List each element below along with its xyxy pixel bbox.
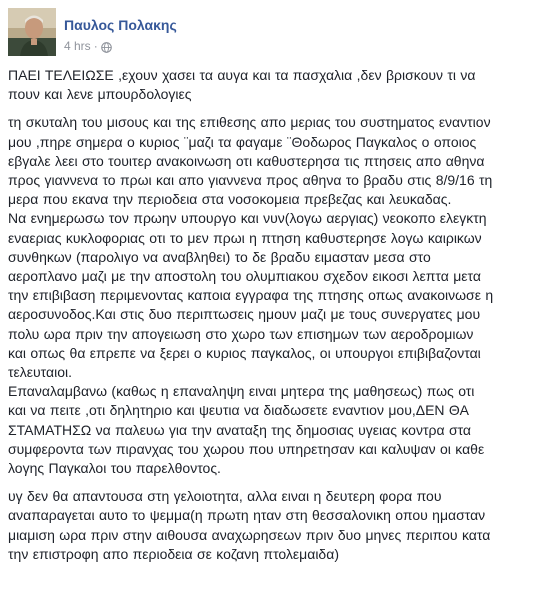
post-body [8,66,549,573]
avatar[interactable] [8,8,56,56]
post-header [8,8,548,58]
post-timestamp[interactable]: 4 hrs [64,39,91,53]
author-name[interactable]: Παυλος Πολακης [64,17,177,33]
avatar-photo [8,8,56,56]
post-paragraph: τη σκυταλη του μισους και της επιθεσης απο μεριας του συστηματος εναντιον μου ,πηρε σημερα ο κυριος ¨μαζι τα φαγαμε ¨Θοδωρος Παγκαλος ο οποιος εβγαλε λεει στο τουιτερ ανακοινωση οτι καθυστερησα τις πτησεις απο αθηνα προς γιαννενα το πρωι και απο γιαννενα προς αθηνα το βραδυ στις 8/9/16 τη μερα που εκανα την περιοδεια στα νοσοκομεια πρεβεζας και λευκαδας. Να ενημερωσω τον πρωην υπουργο και νυν(λογω αεργιας) νεοκοπο ελεγκτη εναεριας κυκλοφοριας οτι το μεν πρωι η πτηση καθυστερησε λογω καιρικων συνθηκων (παρολιγο να αναβληθει) το δε βραδυ ειμασταν μεσα στο αεροπλανο μαζι με την αποστολη του ολυμπιακου σχεδον εικοσι λεπτα μετα την επιβιβαση περιμενοντας καποια εγγραφα της πτησης οπως ανακοινωσε η αεροσυνοδος.Και στις δυο περιπτωσεις ημουν μαζι με τους συνεργατες μου πολυ ωρα πριν την απογειωση στο χωρο των επισημων των αεροδρομιων και οπως θα επρεπε να ξερει ο κυριος παγκαλος, οι υπουργοι επιβιβαζονται τελευταιοι. Επαναλαμβανω (καθως η επαναληψη ειναι μητερα της μαθησεως) πως οτι και να πειτε ,οτι δηλητηριο και ψευτια να διαδωσετε εναντιον μου,ΔΕΝ ΘΑ ΣΤΑΜΑΤΗΣΩ να παλευω για την αναταξη της δημοσιας υγειας κοντρα στα συμφεροντα των πιρανχας του χωρου που υπηρετησαν και καλυψαν οι καθε λογης Παγκαλοι του παρελθοντος. [8,114,494,477]
globe-icon[interactable] [101,41,112,52]
post-paragraph: ΠΑΕΙ ΤΕΛΕΙΩΣΕ ,εχουν χασει τα αυγα και τα πασχαλια ,δεν βρισκουν τι να πουν και λενε μπουρδολογιες [8,67,476,103]
meta-separator: · [93,39,98,53]
post-paragraph: υγ δεν θα απαντουσα στη γελοιοτητα, αλλα ειναι η δευτερη φορα που αναπαραγεται αυτο το ψεμμα(η πρωτη ηταν στη θεσσαλονικη οπου ημασταν μιαμιση ωρα πριν στην αιθουσα αναχωρησεων πριν δυο μηνες περιπου κατα την επιστροφη απο περιοδεια σε κοζανη πτολεμαιδα) [8,488,491,562]
post-meta [64,38,112,54]
